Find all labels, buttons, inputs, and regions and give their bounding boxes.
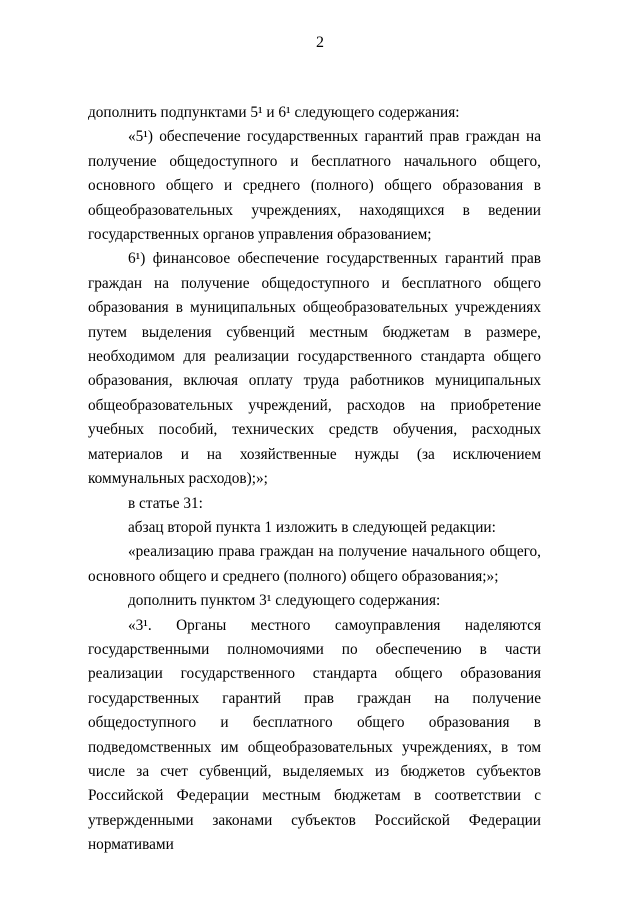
paragraph-quote-1: «реализацию права граждан на получение начального общего, основного общего и среднего (полного) общего образования;»; <box>88 543 541 585</box>
paragraph-amendment-1: абзац второй пункта 1 изложить в следующей редакции: <box>128 518 496 536</box>
paragraph-point-3-1: «3¹. Органы местного самоуправления наделяются государственными полномочиями по обеспечению в части реализации государственного стандарта общего образования государственных гарантий прав граждан на получение общедоступного и бесплатного общего образования в подведомственных им общеобразовательных учреждениях, в том числе за счет субвенций, выделяемых из бюджетов субъектов Российской Федерации местным бюджетам в соответствии с утвержденными законами субъектов Российской Федерации нормативами <box>88 616 541 854</box>
document-body <box>88 101 541 858</box>
page-number: 2 <box>316 34 324 51</box>
paragraph-amendment-3-1: дополнить пунктом 3¹ следующего содержания: <box>128 592 441 610</box>
paragraph-article-31: в статье 31: <box>128 494 203 512</box>
paragraph-subpoint-6-1: 6¹) финансовое обеспечение государственных гарантий прав граждан на получение общедоступного и бесплатного общего образования в муниципальных общеобразовательных учреждениях путем выделения субвенций местным бюджетам в размере, необходимом для реализации государственного стандарта общего образования, включая оплату труда работников муниципальных общеобразовательных учреждений, расходов на приобретение учебных пособий, технических средств обучения, расходных материалов и на хозяйственные нужды (за исключением коммунальных расходов);»; <box>88 250 541 488</box>
paragraph-subpoint-5-1: «5¹) обеспечение государственных гарантий прав граждан на получение общедоступного и бесплатного начального общего, основного общего и среднего (полного) общего образования в общеобразовательных учреждениях, находящихся в ведении государственных органов управления образованием; <box>88 128 541 244</box>
paragraph-intro: дополнить подпунктами 5¹ и 6¹ следующего содержания: <box>88 104 460 121</box>
